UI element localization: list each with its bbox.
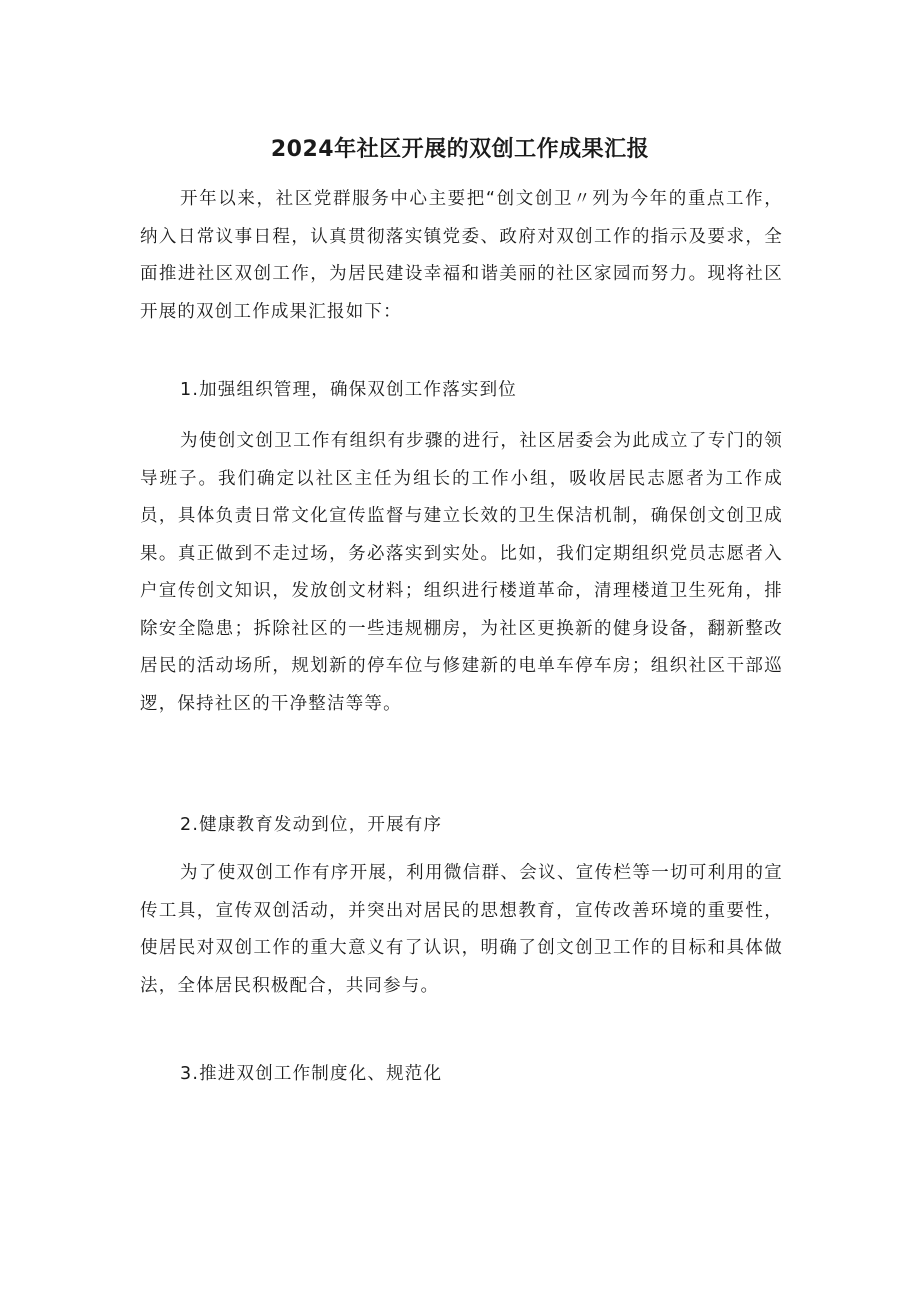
section-heading-2: 2.健康教育发动到位，开展有序 (180, 815, 443, 835)
document-title: 2024年社区开展的双创工作成果汇报 (270, 137, 650, 162)
section-heading-1: 1.加强组织管理，确保双创工作落实到位 (180, 380, 517, 400)
section-body-2: 为了使双创工作有序开展，利用微信群、会议、宣传栏等一切可利用的宣传工具，宣传双创活动，并突出对居民的思想教育，宣传改善环境的重要性，使居民对双创工作的重大意义有了认识，明确了创文创卫工作的目标和具体做法，全体居民积极配合，共同参与。 (140, 863, 783, 996)
intro-paragraph: 开年以来，社区党群服务中心主要把“创文创卫〃列为今年的重点工作，纳入日常议事日程，认真贯彻落实镇党委、政府对双创工作的指示及要求，全面推进社区双创工作，为居民建设幸福和谐美丽的社区家园而努力。现将社区开展的双创工作成果汇报如下： (140, 189, 783, 322)
section-heading-3: 3.推进双创工作制度化、规范化 (180, 1064, 443, 1084)
section-body-1: 为使创文创卫工作有组织有步骤的进行，社区居委会为此成立了专门的领导班子。我们确定以社区主任为组长的工作小组，吸收居民志愿者为工作成员，具体负责日常文化宣传监督与建立长效的卫生保洁机制，确保创文创卫成果。真正做到不走过场，务必落实到实处。比如，我们定期组织党员志愿者入户宣传创文知识，发放创文材料；组织进行楼道革命，清理楼道卫生死角，排除安全隐患；拆除社区的一些违规棚房，为社区更换新的健身设备，翻新整改居民的活动场所，规划新的停车位与修建新的电单车停车房；组织社区干部巡逻，保持社区的干净整洁等等。 (140, 431, 783, 714)
